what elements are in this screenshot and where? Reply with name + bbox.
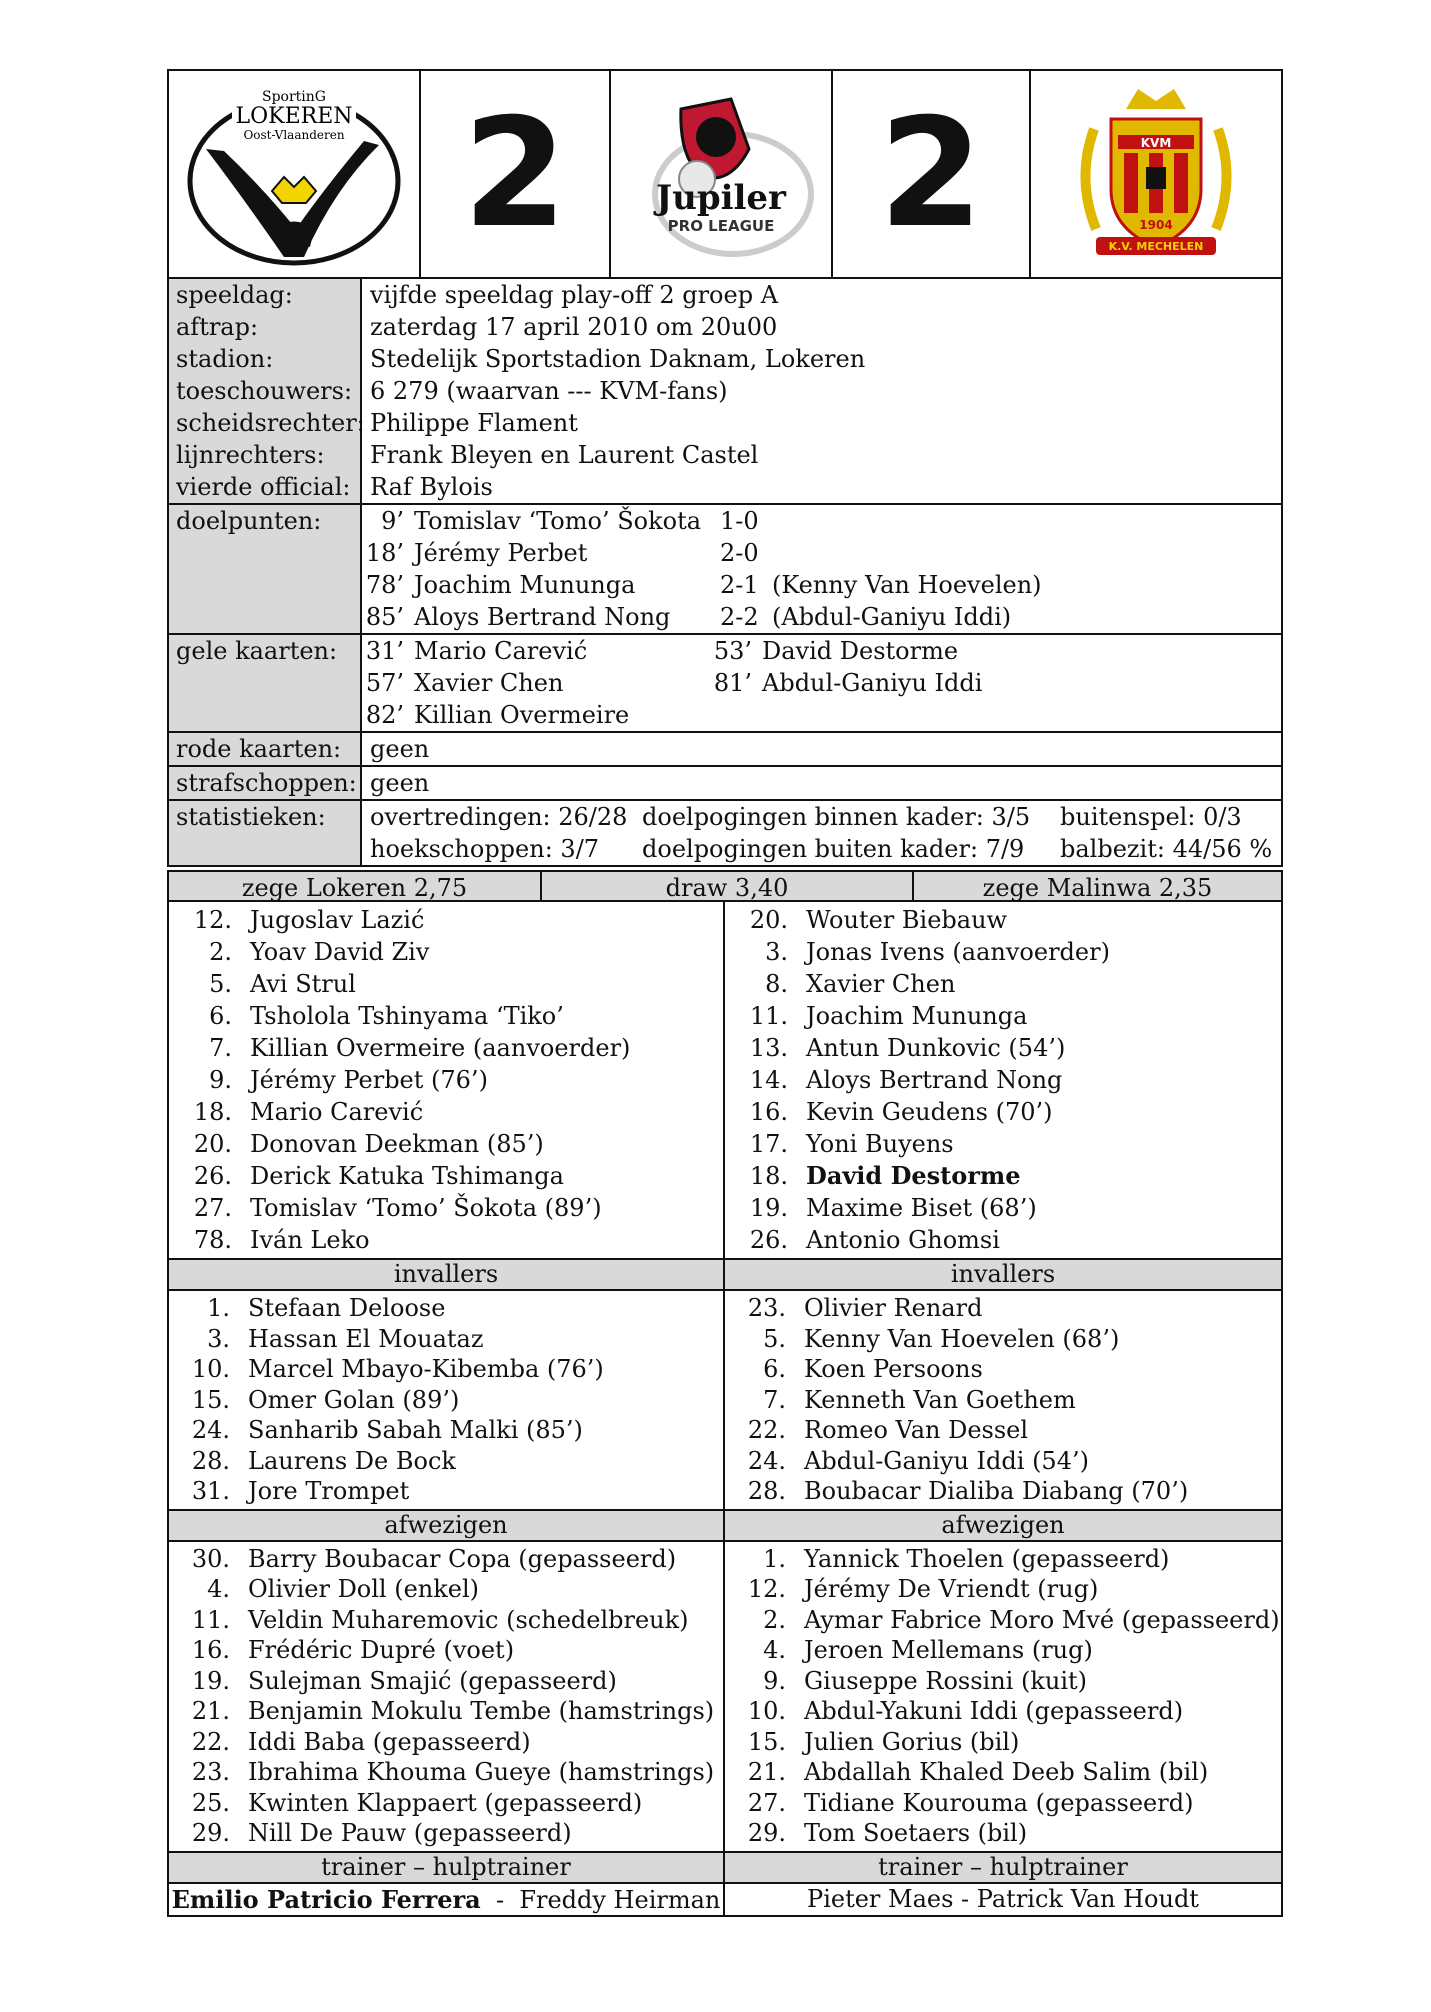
goals-label-cell [169, 505, 362, 633]
player-name: Stefaan Deloose [248, 1294, 446, 1322]
yellow-card-row [362, 635, 1281, 667]
player-row [169, 1476, 723, 1507]
player-row [725, 1666, 1281, 1697]
away-logo-top: KVM [1140, 136, 1172, 150]
trainers-header-home: trainer – hulptrainer [169, 1853, 725, 1882]
kv-mechelen-logo-icon [1066, 79, 1246, 269]
player-name: Wouter Biebauw [806, 906, 1008, 934]
odds-away: zege Malinwa 2,35 [914, 872, 1281, 900]
stats-label-cell [169, 801, 362, 865]
player-name: Joachim Mununga [806, 1002, 1028, 1030]
player-name: Veldin Muharemovic (schedelbreuk) [248, 1605, 689, 1634]
home-logo-line3: Oost-Vlaanderen [243, 128, 345, 142]
player-row [725, 1385, 1281, 1416]
player-name: Nill De Pauw (gepasseerd) [248, 1819, 572, 1847]
penalties-label: strafschoppen: [176, 769, 357, 797]
player-row [169, 1666, 723, 1697]
absent-block [167, 1542, 1283, 1853]
subs-header-home: invallers [169, 1260, 725, 1289]
trainers-block [167, 1884, 1283, 1917]
player-row [169, 1757, 723, 1788]
player-row [169, 1096, 723, 1128]
yellow-minute: 57’ [365, 669, 404, 697]
player-row [725, 1446, 1281, 1477]
subs-home [169, 1291, 725, 1509]
player-number: 4. [207, 1575, 230, 1603]
player-name: Mario Carević [250, 1098, 424, 1126]
subs-away [725, 1291, 1281, 1509]
player-row [169, 1000, 723, 1032]
info-value: Raf Bylois [370, 473, 493, 501]
player-name: Tsholola Tshinyama ‘Tiko’ [250, 1002, 564, 1030]
stat-fouls: overtredingen: 26/28 [370, 803, 628, 831]
info-labels [169, 279, 365, 503]
player-row [169, 904, 723, 936]
player-number: 29. [747, 1819, 786, 1847]
player-name: Olivier Renard [804, 1294, 983, 1322]
player-number: 6. [763, 1355, 786, 1383]
trainers-header-away: trainer – hulptrainer [725, 1853, 1281, 1882]
subs-block [167, 1291, 1283, 1511]
player-row [725, 1476, 1281, 1507]
goal-score: 2-0 [720, 539, 759, 567]
player-number: 1. [207, 1294, 230, 1322]
player-row [169, 1605, 723, 1636]
player-row [169, 1160, 723, 1192]
player-number: 23. [747, 1294, 786, 1322]
player-name: Koen Persoons [804, 1355, 983, 1383]
player-number: 10. [191, 1355, 230, 1383]
stat-off-target: doelpogingen buiten kader: 7/9 [642, 835, 1025, 863]
goal-row [362, 601, 1281, 633]
player-number: 13. [749, 1034, 788, 1062]
red-value: geen [370, 735, 430, 763]
player-row [169, 1192, 723, 1224]
player-row [725, 1818, 1281, 1849]
player-number: 15. [191, 1385, 230, 1414]
stats-block [167, 801, 1283, 867]
home-assistant-trainer: Freddy Heirman [519, 1885, 721, 1914]
player-row [725, 1696, 1281, 1727]
goal-score: 1-0 [720, 507, 759, 535]
goal-scorer: Tomislav ‘Tomo’ Šokota [414, 507, 702, 535]
goal-scorer: Joachim Mununga [414, 571, 636, 599]
yellow-label: gele kaarten: [176, 637, 338, 665]
goals-block [167, 505, 1283, 635]
player-number: 27. [193, 1194, 232, 1222]
player-name: Sanharib Sabah Malki (85’) [248, 1416, 583, 1444]
player-name: Aymar Fabrice Moro Mvé (gepasseerd) [804, 1605, 1280, 1634]
player-row [725, 1192, 1281, 1224]
yellow-card-row [362, 667, 1281, 699]
player-row [169, 1354, 723, 1385]
penalties-value: geen [370, 769, 430, 797]
player-name: Xavier Chen [806, 970, 956, 998]
player-row [169, 968, 723, 1000]
player-name: Kenny Van Hoevelen (68’) [804, 1324, 1120, 1353]
info-value: vijfde speeldag play-off 2 groep A [370, 281, 779, 309]
player-name: Tom Soetaers (bil) [804, 1819, 1028, 1847]
player-number: 22. [747, 1416, 786, 1444]
player-number: 26. [749, 1226, 788, 1254]
player-number: 12. [747, 1575, 786, 1603]
red-label: rode kaarten: [176, 735, 342, 763]
yellow-label-cell [169, 635, 362, 731]
stats-label: statistieken: [176, 803, 326, 831]
player-name: Antun Dunkovic (54’) [806, 1034, 1066, 1062]
player-name: Tomislav ‘Tomo’ Šokota (89’) [250, 1194, 602, 1222]
player-row [725, 904, 1281, 936]
yellow-player: David Destorme [762, 637, 959, 665]
subs-header-away: invallers [725, 1260, 1281, 1289]
absent-home [169, 1542, 725, 1851]
goal-row [362, 537, 1281, 569]
player-number: 7. [763, 1385, 786, 1414]
player-number: 19. [749, 1194, 788, 1222]
player-row [725, 1160, 1281, 1192]
info-block [167, 279, 1283, 505]
player-number: 10. [747, 1697, 786, 1725]
player-number: 14. [749, 1066, 788, 1094]
goal-row [362, 569, 1281, 601]
player-row [725, 1544, 1281, 1575]
player-number: 24. [191, 1416, 230, 1444]
home-score: 2 [462, 87, 568, 261]
home-logo-line1: SportinG [262, 89, 326, 105]
player-row [169, 1818, 723, 1849]
player-number: 78. [193, 1226, 232, 1254]
goal-scorer: Aloys Bertrand Nong [414, 603, 671, 631]
home-logo-line2: LOKEREN [235, 104, 353, 129]
player-number: 26. [193, 1162, 232, 1190]
player-name: Donovan Deekman (85’) [250, 1130, 544, 1158]
player-row [725, 936, 1281, 968]
player-row [725, 1354, 1281, 1385]
yellow-cards-block [167, 635, 1283, 733]
player-name: Benjamin Mokulu Tembe (hamstrings) [248, 1697, 715, 1725]
red-cards-block [167, 733, 1283, 767]
red-label-cell [169, 733, 362, 765]
player-row [169, 936, 723, 968]
player-name: Abdul-Yakuni Iddi (gepasseerd) [804, 1697, 1184, 1725]
player-number: 12. [193, 906, 232, 934]
goal-minute: 18’ [365, 539, 404, 567]
player-number: 28. [191, 1446, 230, 1475]
league-logo-line2: PRO LEAGUE [667, 217, 775, 235]
info-value: Stedelijk Sportstadion Daknam, Lokeren [370, 345, 866, 373]
player-number: 8. [765, 970, 788, 998]
player-row [169, 1727, 723, 1758]
player-name: Abdallah Khaled Deeb Salim (bil) [804, 1758, 1209, 1786]
player-row [169, 1788, 723, 1819]
info-label: scheidsrechter: [176, 409, 365, 437]
player-row [725, 968, 1281, 1000]
player-name: Barry Boubacar Copa (gepasseerd) [248, 1544, 677, 1573]
player-number: 2. [763, 1605, 786, 1634]
player-name: Romeo Van Dessel [804, 1416, 1029, 1444]
player-name: Jore Trompet [248, 1477, 410, 1505]
player-row [725, 1635, 1281, 1666]
player-row [169, 1415, 723, 1446]
yellow-minute: 31’ [365, 637, 404, 665]
player-number: 7. [209, 1034, 232, 1062]
penalties-value-cell [362, 767, 1281, 799]
stat-possession: balbezit: 44/56 % [1060, 835, 1273, 863]
player-row [725, 1324, 1281, 1355]
player-number: 21. [191, 1697, 230, 1725]
info-value: zaterdag 17 april 2010 om 20u00 [370, 313, 778, 341]
info-values [362, 279, 1281, 503]
match-sheet [167, 69, 1283, 1917]
lineup-away [725, 902, 1281, 1258]
info-label: vierde official: [176, 473, 351, 501]
yellow-minute: 53’ [713, 637, 752, 665]
player-row [725, 1574, 1281, 1605]
red-value-cell [362, 733, 1281, 765]
player-row [169, 1574, 723, 1605]
info-label: aftrap: [176, 313, 259, 341]
player-row [725, 1727, 1281, 1758]
player-row [725, 1032, 1281, 1064]
player-name: Yoav David Ziv [250, 938, 430, 966]
player-name: Marcel Mbayo-Kibemba (76’) [248, 1355, 604, 1383]
player-number: 11. [749, 1002, 788, 1030]
player-number: 1. [763, 1544, 786, 1573]
yellow-player: Killian Overmeire [414, 701, 630, 729]
penalties-block [167, 767, 1283, 801]
odds-draw: draw 3,40 [542, 872, 914, 900]
player-number: 9. [763, 1666, 786, 1695]
player-number: 20. [749, 906, 788, 934]
info-label: lijnrechters: [176, 441, 325, 469]
player-name: Kevin Geudens (70’) [806, 1098, 1053, 1126]
player-number: 5. [763, 1324, 786, 1353]
player-name: Jonas Ivens (aanvoerder) [806, 938, 1110, 966]
player-name: Kwinten Klappaert (gepasseerd) [248, 1788, 643, 1817]
player-number: 15. [747, 1727, 786, 1756]
player-row [725, 1224, 1281, 1256]
player-name: Yoni Buyens [806, 1130, 954, 1158]
player-name: Yannick Thoelen (gepasseerd) [804, 1544, 1170, 1573]
player-name: Hassan El Mouataz [248, 1324, 484, 1353]
player-row [169, 1064, 723, 1096]
stat-offside: buitenspel: 0/3 [1060, 803, 1242, 831]
stat-corners: hoekschoppen: 3/7 [370, 835, 600, 863]
player-name: Jérémy De Vriendt (rug) [804, 1575, 1099, 1603]
penalties-label-cell [169, 767, 362, 799]
player-number: 16. [191, 1636, 230, 1664]
yellow-player: Mario Carević [414, 637, 588, 665]
yellow-card-row [362, 699, 1281, 731]
info-label: toeschouwers: [176, 377, 353, 405]
goal-scorer: Jérémy Perbet [414, 539, 588, 567]
yellow-minute: 82’ [365, 701, 404, 729]
player-row [169, 1696, 723, 1727]
goal-assist: (Abdul-Ganiyu Iddi) [772, 603, 1012, 631]
player-number: 2. [209, 938, 232, 966]
player-number: 29. [191, 1819, 230, 1847]
jupiler-pro-league-logo-icon [621, 79, 821, 269]
player-number: 28. [747, 1477, 786, 1505]
player-number: 31. [191, 1477, 230, 1505]
away-logo-cell [1031, 71, 1281, 277]
player-name: Avi Strul [250, 970, 356, 998]
player-name: Iddi Baba (gepasseerd) [248, 1727, 531, 1756]
player-row [725, 1757, 1281, 1788]
player-row [725, 1605, 1281, 1636]
trainers-away: Pieter Maes - Patrick Van Houdt [807, 1884, 1199, 1913]
player-row [169, 1544, 723, 1575]
player-name: Jugoslav Lazić [250, 906, 425, 934]
info-value: 6 279 (waarvan --- KVM-fans) [370, 377, 728, 405]
trainers-home [169, 1884, 725, 1915]
player-row [725, 1128, 1281, 1160]
goal-minute: 78’ [365, 571, 404, 599]
player-name: Omer Golan (89’) [248, 1385, 460, 1414]
player-row [725, 1788, 1281, 1819]
player-number: 17. [749, 1130, 788, 1158]
goal-score: 2-1 [720, 571, 759, 599]
goal-assist: (Kenny Van Hoevelen) [772, 571, 1042, 599]
yellow-cards-list [362, 635, 1281, 731]
player-name: Frédéric Dupré (voet) [248, 1636, 515, 1664]
player-name: Sulejman Smajić (gepasseerd) [248, 1666, 617, 1695]
player-name: Jérémy Perbet (76’) [250, 1066, 488, 1094]
player-number: 19. [191, 1666, 230, 1695]
info-value: Frank Bleyen en Laurent Castel [370, 441, 759, 469]
player-row [725, 1293, 1281, 1324]
player-row [725, 1064, 1281, 1096]
goal-minute: 85’ [365, 603, 404, 631]
player-number: 18. [749, 1162, 788, 1190]
yellow-player: Abdul-Ganiyu Iddi [762, 669, 983, 697]
player-name: Ibrahima Khouma Gueye (hamstrings) [248, 1758, 715, 1786]
player-number: 11. [191, 1605, 230, 1634]
player-name: Julien Gorius (bil) [804, 1727, 1020, 1756]
info-label: speeldag: [176, 281, 293, 309]
player-name: Jeroen Mellemans (rug) [804, 1636, 1093, 1664]
player-name: David Destorme [806, 1161, 1021, 1190]
odds-home: zege Lokeren 2,75 [169, 872, 542, 900]
player-name: Olivier Doll (enkel) [248, 1575, 480, 1603]
home-trainer: Emilio Patricio Ferrera [171, 1884, 481, 1914]
player-name: Maxime Biset (68’) [806, 1194, 1037, 1222]
odds-bar [167, 870, 1283, 902]
absent-header [167, 1511, 1283, 1542]
stats-values [362, 801, 1281, 865]
yellow-player: Xavier Chen [414, 669, 564, 697]
player-row [725, 1000, 1281, 1032]
player-name: Antonio Ghomsi [806, 1226, 1000, 1254]
info-label: stadion: [176, 345, 274, 373]
absent-header-home: afwezigen [169, 1511, 725, 1540]
lineup-block [167, 902, 1283, 1260]
player-name: Boubacar Dialiba Diabang (70’) [804, 1477, 1189, 1505]
lokeren-logo-icon [184, 79, 404, 269]
player-row [169, 1446, 723, 1477]
player-row [169, 1385, 723, 1416]
goals-list [362, 505, 1281, 633]
player-number: 16. [749, 1098, 788, 1126]
player-number: 25. [191, 1788, 230, 1817]
absent-away [725, 1542, 1281, 1851]
player-number: 30. [191, 1544, 230, 1573]
player-name: Killian Overmeire (aanvoerder) [250, 1034, 631, 1062]
goal-minute: 9’ [381, 507, 404, 535]
goal-score: 2-2 [720, 603, 759, 631]
player-name: Abdul-Ganiyu Iddi (54’) [804, 1446, 1089, 1475]
player-row [169, 1032, 723, 1064]
player-row [169, 1324, 723, 1355]
player-name: Derick Katuka Tshimanga [250, 1162, 564, 1190]
player-name: Giuseppe Rossini (kuit) [804, 1666, 1088, 1695]
player-row [169, 1224, 723, 1256]
player-number: 20. [193, 1130, 232, 1158]
player-number: 18. [193, 1098, 232, 1126]
player-number: 5. [209, 970, 232, 998]
goal-row [362, 505, 1281, 537]
trainers-header [167, 1853, 1283, 1884]
player-name: Laurens De Bock [248, 1446, 456, 1475]
home-score-cell [421, 71, 611, 277]
player-row [169, 1128, 723, 1160]
player-row [725, 1096, 1281, 1128]
player-number: 23. [191, 1758, 230, 1786]
player-number: 3. [207, 1324, 230, 1353]
absent-header-away: afwezigen [725, 1511, 1281, 1540]
player-number: 4. [763, 1636, 786, 1664]
player-name: Tidiane Kourouma (gepasseerd) [804, 1788, 1194, 1817]
league-logo-line1: Jupiler [656, 178, 786, 218]
player-name: Kenneth Van Goethem [804, 1385, 1076, 1414]
player-number: 21. [747, 1758, 786, 1786]
trainer-separator: - [480, 1885, 520, 1914]
yellow-minute: 81’ [713, 669, 752, 697]
player-number: 6. [209, 1002, 232, 1030]
stat-on-target: doelpogingen binnen kader: 3/5 [642, 803, 1031, 831]
player-row [169, 1635, 723, 1666]
info-value: Philippe Flament [370, 409, 578, 437]
player-number: 27. [747, 1788, 786, 1817]
goals-label: doelpunten: [176, 507, 322, 535]
score-header [167, 69, 1283, 279]
subs-header [167, 1260, 1283, 1291]
away-logo-bottom: K.V. MECHELEN [1108, 240, 1204, 253]
lineup-home [169, 902, 725, 1258]
player-row [725, 1415, 1281, 1446]
player-number: 24. [747, 1446, 786, 1475]
home-logo-cell [169, 71, 421, 277]
away-score: 2 [878, 87, 984, 261]
player-number: 3. [765, 938, 788, 966]
away-score-cell [833, 71, 1031, 277]
player-number: 22. [191, 1727, 230, 1756]
player-name: Aloys Bertrand Nong [806, 1066, 1063, 1094]
player-name: Iván Leko [250, 1226, 370, 1254]
player-number: 9. [209, 1066, 232, 1094]
player-row [169, 1293, 723, 1324]
away-logo-year: 1904 [1139, 218, 1173, 232]
league-logo-cell [611, 71, 833, 277]
